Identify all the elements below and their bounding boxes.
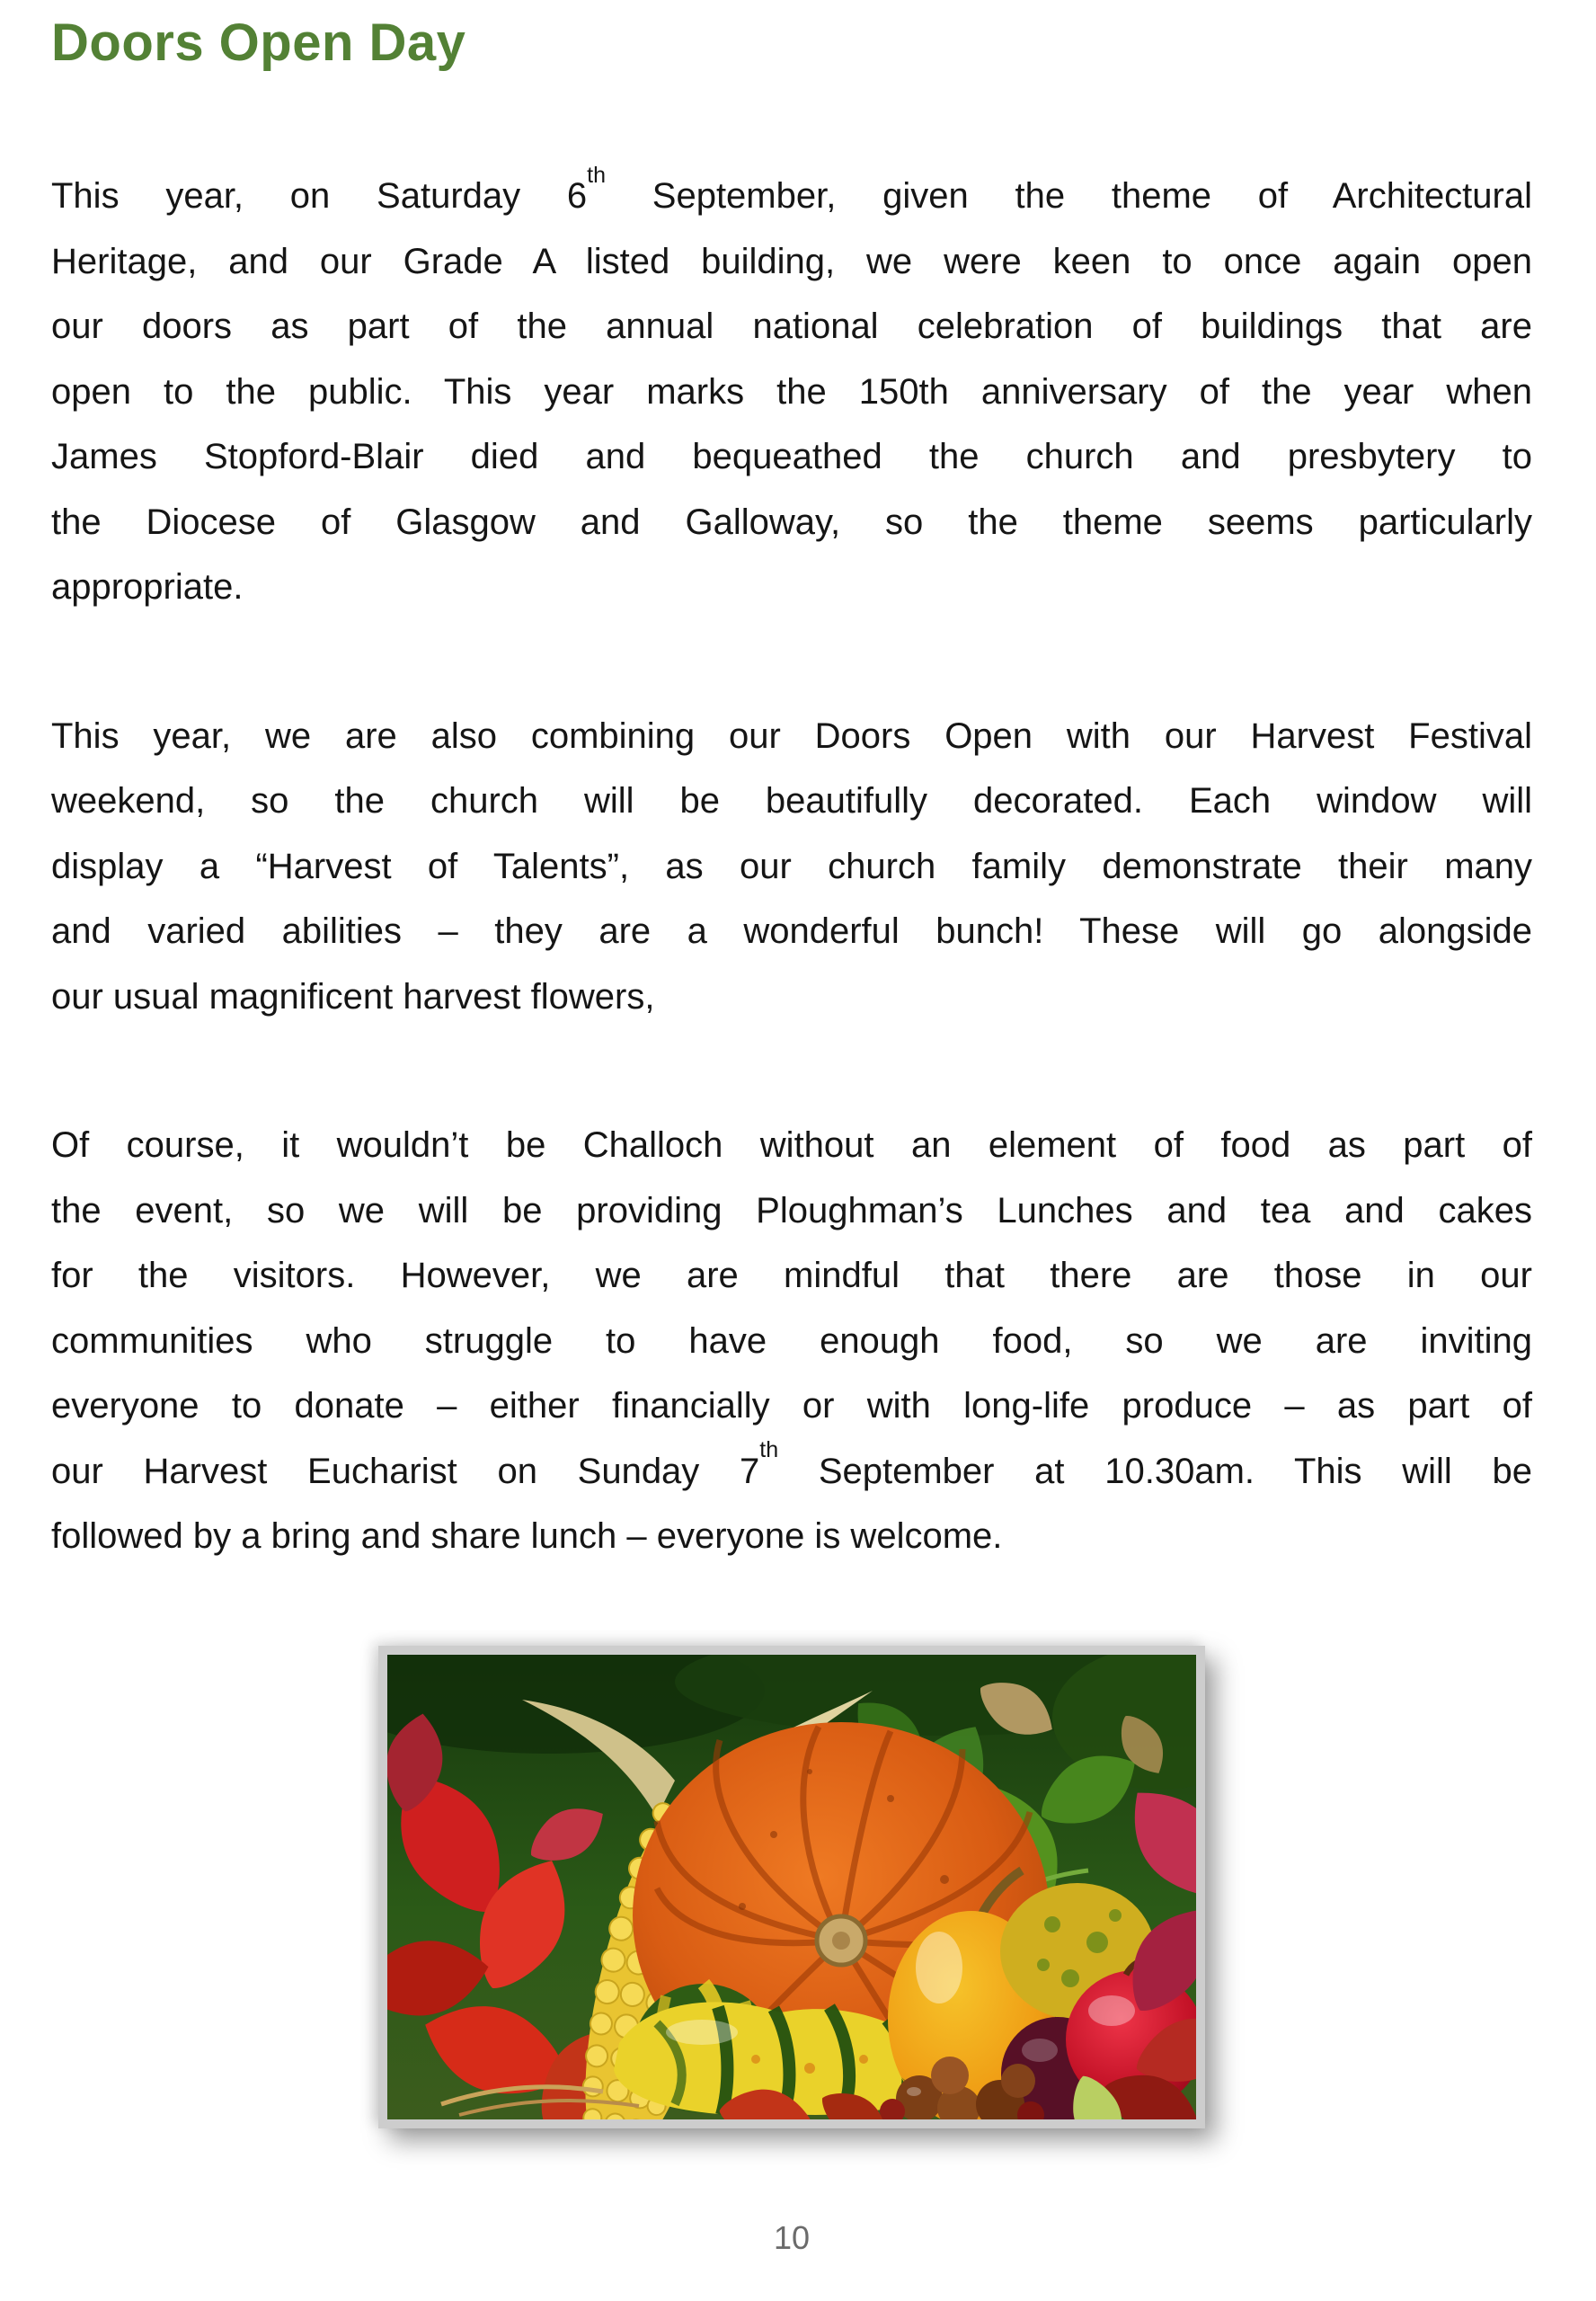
paragraph-line: Heritage, and our Grade A listed building, we were keen to once again open: [51, 241, 1532, 281]
page-number: 10: [773, 2218, 811, 2256]
line-segment: This year, on Saturday 6: [51, 176, 588, 216]
paragraph-line: for the visitors. However, we are mindful that there are those in our: [51, 1256, 1532, 1295]
paragraph-line: our doors as part of the annual national celebration of buildings that are: [51, 307, 1532, 346]
superscript-ordinal: th: [587, 162, 607, 188]
paragraph-line: open to the public. This year marks the 150th anniversary of the year when: [51, 371, 1532, 412]
line-segment: September, given the theme of Architectural: [606, 176, 1532, 216]
paragraph-line: everyone to donate – either financially or with long-life produce – as part of: [51, 1386, 1532, 1426]
superscript-ordinal: th: [759, 1437, 779, 1463]
paragraph-line: communities who struggle to have enough food, so we are inviting: [51, 1320, 1532, 1361]
paragraph-line: our usual magnificent harvest flowers,: [51, 976, 655, 1017]
line-segment: our Harvest Eucharist on Sunday 7: [51, 1451, 760, 1491]
paragraph-line: the Diocese of Glasgow and Galloway, so the theme seems particularly: [51, 502, 1532, 542]
paragraph-1: [51, 164, 1532, 620]
photo-frame: [378, 1646, 1205, 2128]
paragraph-line: display a “Harvest of Talents”, as our church family demonstrate their many: [51, 846, 1532, 886]
paragraph-line: Of course, it wouldn’t be Challoch without an element of food as part of: [51, 1125, 1532, 1165]
page-title: Doors Open Day: [51, 13, 466, 72]
paragraph-line: appropriate.: [51, 567, 244, 607]
paragraph-line: [51, 1439, 1532, 1505]
harvest-photo: [387, 1655, 1196, 2119]
harvest-photo-container: [378, 1646, 1205, 2128]
paragraph-line: James Stopford-Blair died and bequeathed the church and presbytery to: [51, 437, 1532, 476]
paragraph-2: [51, 704, 1532, 1030]
paragraph-line: and varied abilities – they are a wonderful bunch! These will go alongside: [51, 911, 1532, 951]
paragraph-line: the event, so we will be providing Ploughman’s Lunches and tea and cakes: [51, 1190, 1532, 1230]
line-segment: September at 10.30am. This will be: [778, 1451, 1532, 1491]
paragraph-line: This year, we are also combining our Doors Open with our Harvest Festival: [51, 715, 1532, 756]
paragraph-3: [51, 1113, 1532, 1569]
paragraph-line: weekend, so the church will be beautifully decorated. Each window will: [51, 781, 1532, 821]
paragraph-line: followed by a bring and share lunch – everyone is welcome.: [51, 1516, 1003, 1556]
paragraph-line: [51, 164, 1532, 229]
